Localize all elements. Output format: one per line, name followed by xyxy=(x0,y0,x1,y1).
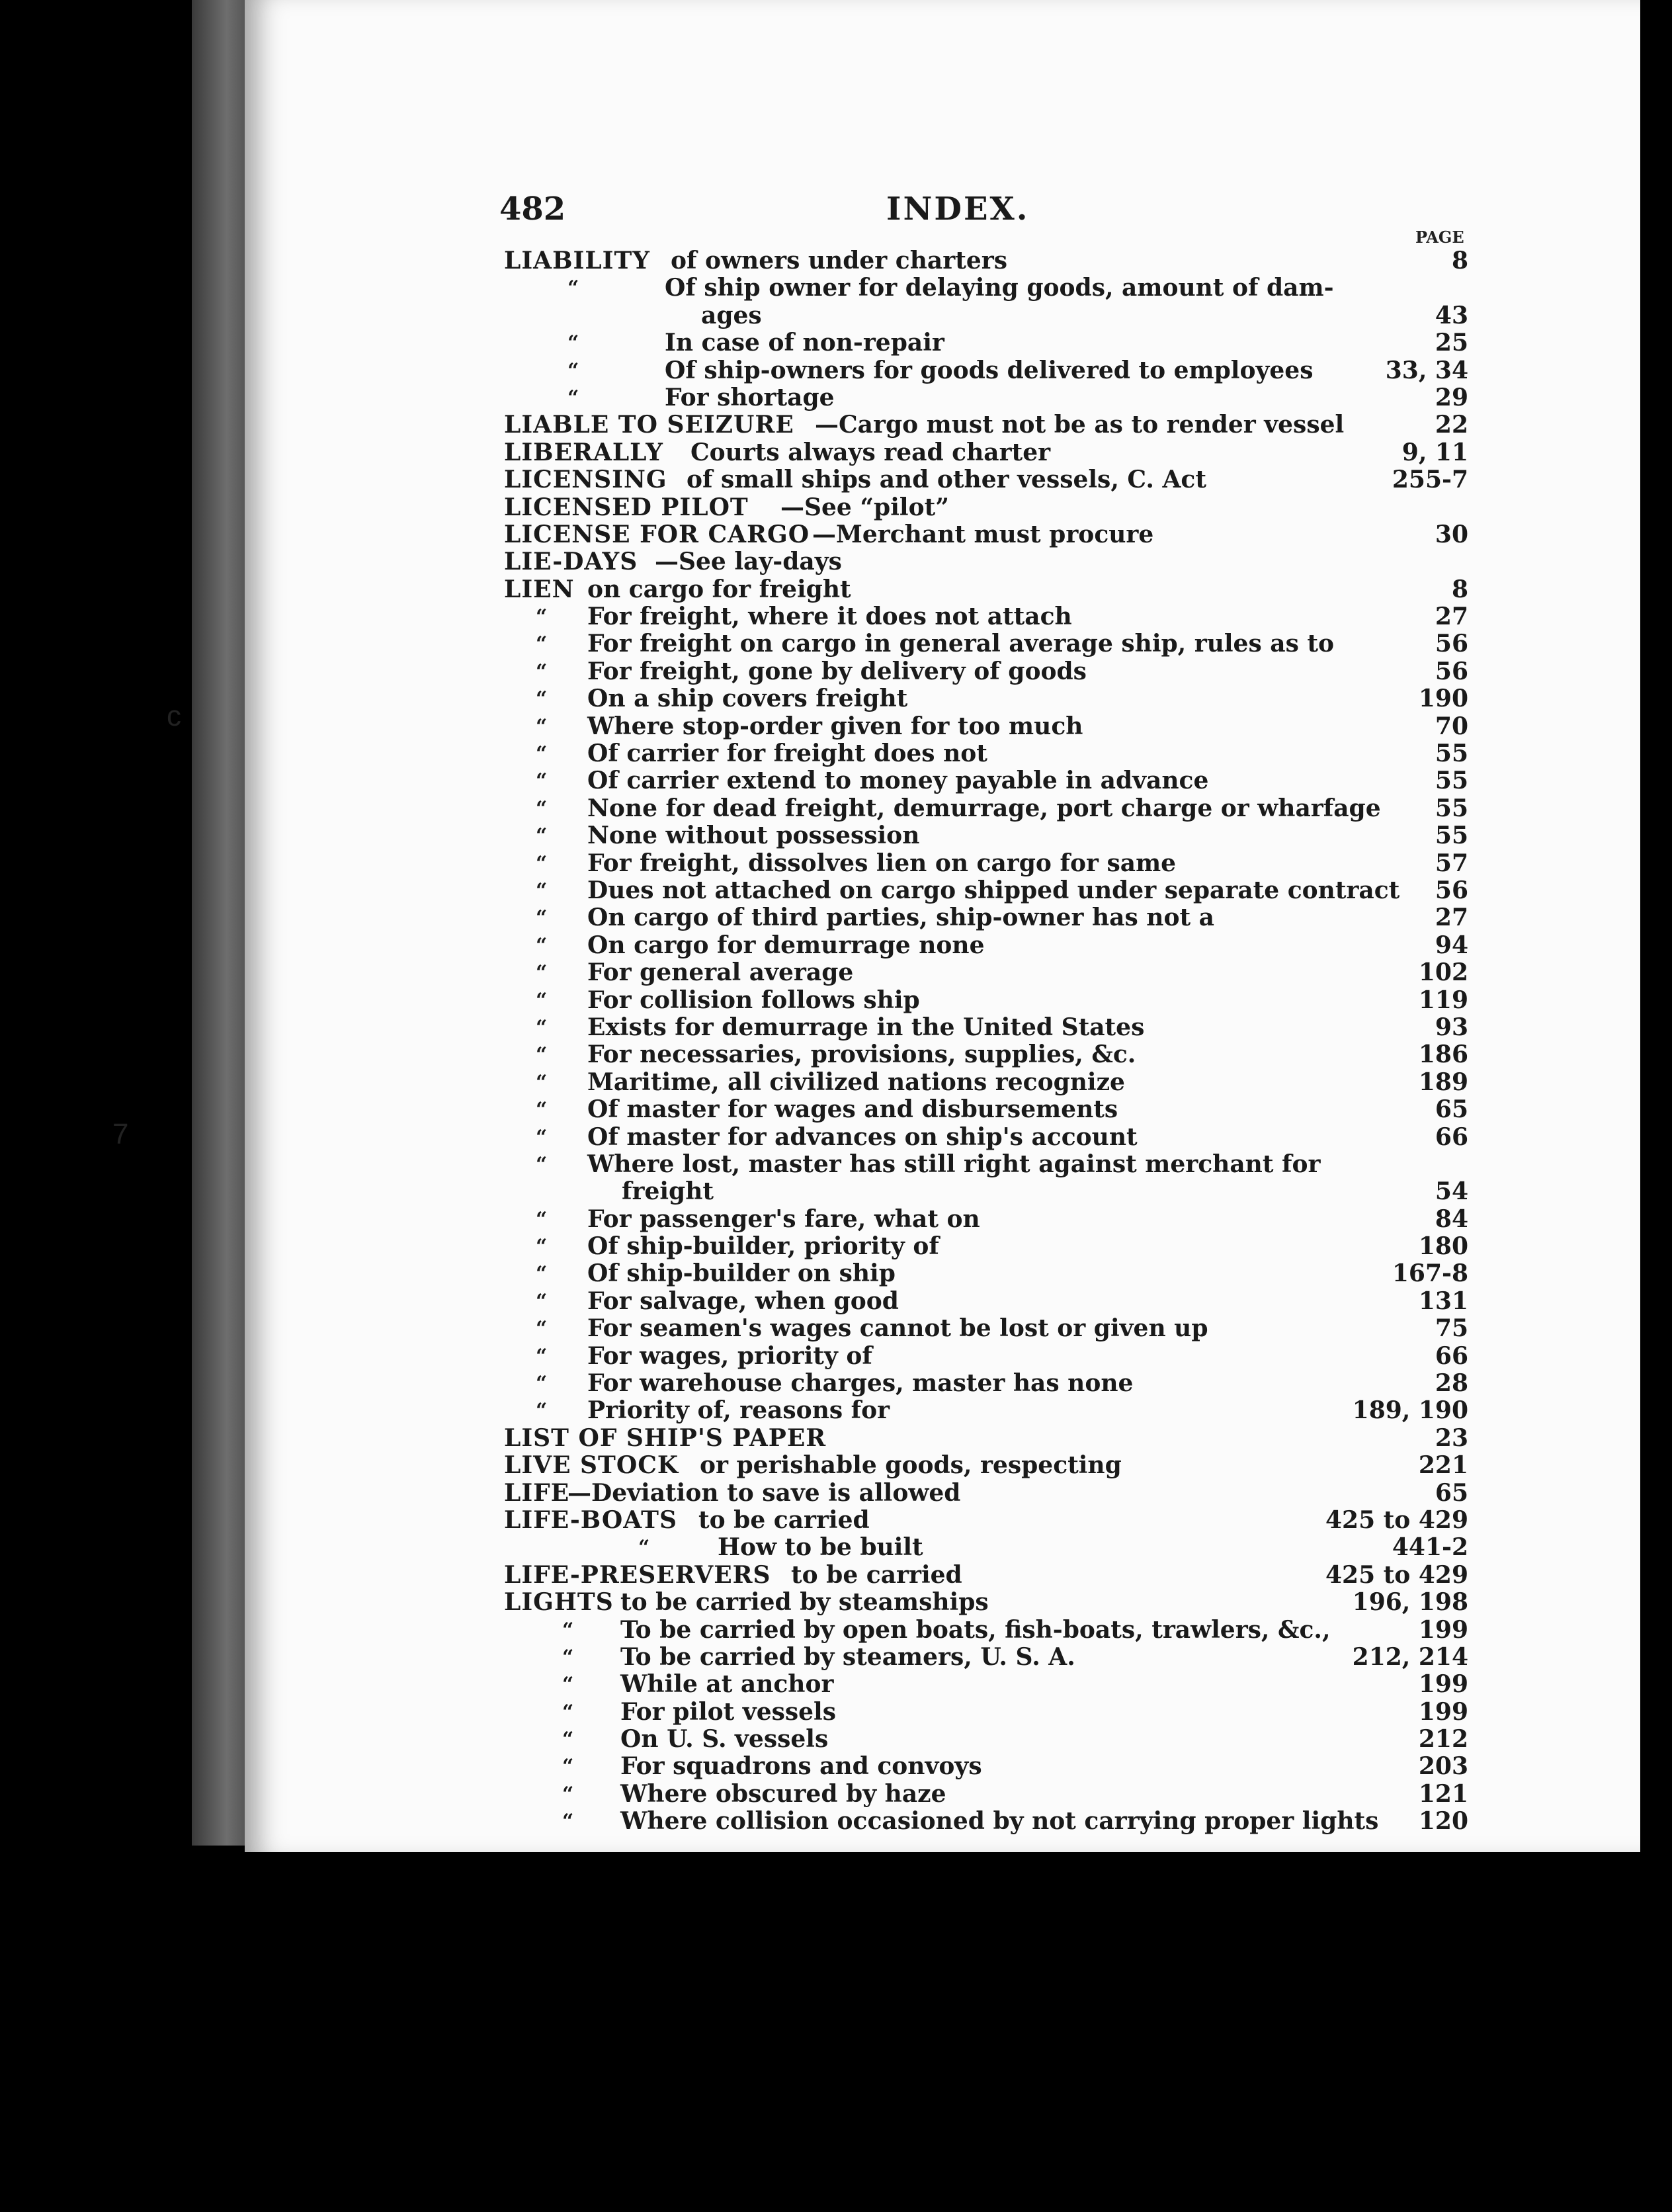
entry-text: Dues not attached on cargo shipped under separate contract xyxy=(587,876,1400,904)
entry-text: —See “pilot” xyxy=(780,493,949,521)
ditto-mark: “ xyxy=(536,796,548,820)
page-title: INDEX. xyxy=(886,191,1030,228)
entry-page-ref: 65 xyxy=(1435,1095,1468,1124)
ditto-mark: “ xyxy=(567,276,579,300)
entry-text: For wages, priority of xyxy=(587,1341,872,1370)
index-entry xyxy=(0,713,1672,740)
entry-heading: LIFE-PRESERVERS xyxy=(504,1560,771,1589)
ditto-mark: “ xyxy=(536,988,548,1012)
index-entry xyxy=(0,658,1672,685)
index-entry xyxy=(0,1178,1672,1205)
entry-page-ref: 93 xyxy=(1435,1013,1468,1041)
index-entry xyxy=(0,275,1672,302)
margin-mark: 7 xyxy=(112,1118,129,1150)
entry-page-ref: 94 xyxy=(1435,931,1468,959)
entry-text: Of master for wages and disbursements xyxy=(587,1095,1118,1124)
index-entry xyxy=(0,576,1672,603)
entry-text: While at anchor xyxy=(620,1670,834,1699)
entry-page-ref: 199 xyxy=(1418,1670,1468,1699)
entry-page-ref: 23 xyxy=(1435,1424,1468,1452)
entry-text: Of ship-owners for goods delivered to employees xyxy=(665,356,1314,384)
ditto-mark: “ xyxy=(536,1043,548,1067)
entry-page-ref: 167-8 xyxy=(1392,1259,1468,1288)
entry-text: —Merchant must procure xyxy=(812,520,1154,548)
entry-heading: LICENSE FOR CARGO xyxy=(504,520,810,548)
entry-page-ref: 189 xyxy=(1418,1068,1468,1096)
index-entry xyxy=(0,932,1672,959)
entry-text: For collision follows ship xyxy=(587,986,920,1014)
index-entry xyxy=(0,1014,1672,1041)
entry-page-ref: 180 xyxy=(1418,1232,1468,1261)
entry-text: Of ship-builder on ship xyxy=(587,1259,896,1288)
entry-text: For squadrons and convoys xyxy=(620,1752,982,1781)
entry-page-ref: 66 xyxy=(1435,1123,1468,1151)
ditto-mark: “ xyxy=(536,687,548,711)
index-entry xyxy=(0,1370,1672,1397)
ditto-mark: “ xyxy=(536,906,548,930)
index-entry xyxy=(0,1260,1672,1287)
page-number: 482 xyxy=(499,191,566,228)
ditto-mark: “ xyxy=(536,1207,548,1231)
index-entry xyxy=(0,1096,1672,1123)
entry-heading: LIFE xyxy=(504,1478,570,1507)
entry-page-ref: 255-7 xyxy=(1392,466,1468,494)
index-entry xyxy=(0,466,1672,493)
entry-text: For necessaries, provisions, supplies, &c. xyxy=(587,1041,1136,1069)
entry-page-ref: 22 xyxy=(1435,411,1468,439)
entry-page-ref: 203 xyxy=(1418,1752,1468,1781)
entry-text: freight xyxy=(622,1177,714,1206)
ditto-mark: “ xyxy=(536,851,548,875)
entry-text: or perishable goods, respecting xyxy=(700,1451,1122,1480)
entry-heading: LIE-DAYS xyxy=(504,548,638,576)
index-entry xyxy=(0,357,1672,384)
entry-page-ref: 66 xyxy=(1435,1341,1468,1370)
ditto-mark: “ xyxy=(536,769,548,793)
entry-page-ref: 84 xyxy=(1435,1205,1468,1233)
entry-page-ref: 199 xyxy=(1418,1697,1468,1726)
entry-text: Where lost, master has still right against merchant for xyxy=(587,1150,1321,1178)
entry-text: For general average xyxy=(587,958,854,987)
index-entry xyxy=(0,740,1672,767)
ditto-mark: “ xyxy=(536,605,548,629)
entry-page-ref: 43 xyxy=(1435,301,1468,329)
entry-page-ref: 189, 190 xyxy=(1352,1396,1468,1425)
entry-page-ref: 29 xyxy=(1435,383,1468,411)
entry-text: to be carried xyxy=(791,1560,962,1589)
ditto-mark: “ xyxy=(536,1317,548,1341)
index-entry xyxy=(0,1288,1672,1315)
entry-page-ref: 8 xyxy=(1451,247,1468,275)
ditto-mark: “ xyxy=(536,1344,548,1368)
index-entry xyxy=(0,1808,1672,1835)
entry-text: In case of non-repair xyxy=(665,329,944,357)
entry-page-ref: 75 xyxy=(1435,1314,1468,1343)
entry-heading: LIABILITY xyxy=(504,247,650,275)
entry-heading: LIVE STOCK xyxy=(504,1451,679,1480)
ditto-mark: “ xyxy=(536,632,548,656)
ditto-mark: “ xyxy=(536,961,548,985)
entry-heading: LICENSED PILOT xyxy=(504,493,749,521)
index-entry xyxy=(0,630,1672,658)
index-entry xyxy=(0,1124,1672,1151)
entry-page-ref: 425 to 429 xyxy=(1325,1506,1468,1534)
entry-text: Of master for advances on ship's account xyxy=(587,1123,1138,1151)
entry-text: Priority of, reasons for xyxy=(587,1396,890,1425)
entry-page-ref: 8 xyxy=(1451,575,1468,603)
index-entry xyxy=(0,1452,1672,1479)
entry-page-ref: 190 xyxy=(1418,685,1468,713)
entry-text: Of carrier for freight does not xyxy=(587,740,987,768)
entry-text: For salvage, when good xyxy=(587,1287,899,1315)
entry-page-ref: 131 xyxy=(1418,1287,1468,1315)
ditto-mark: “ xyxy=(536,1125,548,1149)
entry-text: —Cargo must not be as to render vessel xyxy=(815,411,1345,439)
index-entry xyxy=(0,795,1672,822)
entry-page-ref: 56 xyxy=(1435,876,1468,904)
entry-text: Of ship owner for delaying goods, amount of dam- xyxy=(665,274,1334,302)
entry-text: For freight, dissolves lien on cargo for same xyxy=(587,849,1177,877)
entry-page-ref: 212 xyxy=(1418,1725,1468,1754)
index-entry xyxy=(0,1753,1672,1780)
entry-page-ref: 120 xyxy=(1418,1807,1468,1836)
ditto-mark: “ xyxy=(536,742,548,766)
entry-page-ref: 121 xyxy=(1418,1779,1468,1808)
entry-heading: LIBERALLY xyxy=(504,438,663,466)
entry-text: Exists for demurrage in the United States xyxy=(587,1013,1145,1041)
ditto-mark: “ xyxy=(562,1645,574,1669)
ditto-mark: “ xyxy=(567,386,579,409)
entry-text: For freight, where it does not attach xyxy=(587,603,1072,631)
index-entry xyxy=(0,1425,1672,1452)
index-entry xyxy=(0,1781,1672,1808)
index-entry xyxy=(0,904,1672,931)
ditto-mark: “ xyxy=(638,1536,650,1560)
entry-page-ref: 27 xyxy=(1435,603,1468,631)
entry-page-ref: 196, 198 xyxy=(1352,1588,1468,1617)
entry-text: —Deviation to save is allowed xyxy=(567,1478,961,1507)
entry-text: Where obscured by haze xyxy=(620,1779,946,1808)
entry-page-ref: 28 xyxy=(1435,1369,1468,1398)
entry-heading: LIEN xyxy=(504,575,575,603)
entry-page-ref: 55 xyxy=(1435,794,1468,822)
entry-text: For warehouse charges, master has none xyxy=(587,1369,1134,1398)
index-entry xyxy=(0,1069,1672,1096)
entry-text: For freight, gone by delivery of goods xyxy=(587,657,1087,685)
entry-text: To be carried by steamers, U. S. A. xyxy=(620,1642,1075,1671)
ditto-mark: “ xyxy=(536,1015,548,1039)
ditto-mark: “ xyxy=(562,1755,574,1779)
entry-text: For passenger's fare, what on xyxy=(587,1205,980,1233)
index-entry xyxy=(0,1041,1672,1068)
ditto-mark: “ xyxy=(567,359,579,382)
entry-text: For freight on cargo in general average ship, rules as to xyxy=(587,630,1335,658)
ditto-mark: “ xyxy=(562,1700,574,1724)
entry-page-ref: 56 xyxy=(1435,630,1468,658)
entry-text: On cargo for demurrage none xyxy=(587,931,985,959)
entry-heading: LIST OF SHIP'S PAPER xyxy=(504,1424,827,1452)
index-entry xyxy=(0,987,1672,1014)
entry-text: None without possession xyxy=(587,822,920,850)
index-entry xyxy=(0,439,1672,466)
index-entries xyxy=(0,247,1672,1836)
entry-text: For pilot vessels xyxy=(620,1697,837,1726)
index-entry xyxy=(0,1644,1672,1671)
index-entry xyxy=(0,411,1672,439)
index-entry xyxy=(0,1617,1672,1644)
entry-text: For seamen's wages cannot be lost or given up xyxy=(587,1314,1208,1343)
entry-text: For shortage xyxy=(665,383,835,411)
ditto-mark: “ xyxy=(536,659,548,683)
index-entry xyxy=(0,329,1672,357)
margin-mark: c xyxy=(167,700,181,732)
entry-text: Of carrier extend to money payable in advance xyxy=(587,767,1209,795)
index-entry xyxy=(0,548,1672,575)
entry-page-ref: 54 xyxy=(1435,1177,1468,1206)
index-entry xyxy=(0,1315,1672,1342)
ditto-mark: “ xyxy=(536,1235,548,1259)
index-entry xyxy=(0,1233,1672,1260)
entry-page-ref: 56 xyxy=(1435,657,1468,685)
index-entry xyxy=(0,1507,1672,1534)
ditto-mark: “ xyxy=(536,824,548,848)
index-entry xyxy=(0,1726,1672,1753)
index-entry xyxy=(0,877,1672,904)
ditto-mark: “ xyxy=(562,1810,574,1834)
entry-page-ref: 27 xyxy=(1435,904,1468,932)
entry-text: ages xyxy=(701,301,762,329)
entry-page-ref: 212, 214 xyxy=(1352,1642,1468,1671)
page-column-header: PAGE xyxy=(1415,228,1464,247)
entry-text: None for dead freight, demurrage, port charge or wharfage xyxy=(587,794,1381,822)
ditto-mark: “ xyxy=(567,331,579,355)
index-entry xyxy=(0,521,1672,548)
entry-text: On U. S. vessels xyxy=(620,1725,829,1754)
index-entry xyxy=(0,685,1672,712)
index-entry xyxy=(0,1397,1672,1424)
ditto-mark: “ xyxy=(562,1782,574,1806)
entry-page-ref: 102 xyxy=(1418,958,1468,987)
index-entry xyxy=(0,1151,1672,1178)
entry-page-ref: 65 xyxy=(1435,1478,1468,1507)
ditto-mark: “ xyxy=(536,1262,548,1286)
index-entry xyxy=(0,1343,1672,1370)
entry-page-ref: 70 xyxy=(1435,712,1468,740)
entry-text: On a ship covers freight xyxy=(587,685,908,713)
entry-text: On cargo of third parties, ship-owner has not a xyxy=(587,904,1214,932)
entry-text: of small ships and other vessels, C. Act xyxy=(687,466,1206,494)
entry-text: to be carried by steamships xyxy=(620,1588,989,1617)
ditto-mark: “ xyxy=(536,1152,548,1176)
entry-text: Maritime, all civilized nations recognize xyxy=(587,1068,1125,1096)
index-entry xyxy=(0,1671,1672,1698)
entry-text: Of ship-builder, priority of xyxy=(587,1232,939,1261)
index-entry xyxy=(0,302,1672,329)
index-entry xyxy=(0,1534,1672,1561)
entry-page-ref: 55 xyxy=(1435,767,1468,795)
entry-page-ref: 25 xyxy=(1435,329,1468,357)
entry-page-ref: 119 xyxy=(1418,986,1468,1014)
entry-text: To be carried by open boats, fish-boats, trawlers, &c., xyxy=(620,1615,1331,1644)
index-entry xyxy=(0,1699,1672,1726)
entry-page-ref: 55 xyxy=(1435,740,1468,768)
entry-heading: LIGHTS xyxy=(504,1588,614,1617)
index-entry xyxy=(0,1206,1672,1233)
entry-text: on cargo for freight xyxy=(587,575,851,603)
index-entry xyxy=(0,247,1672,275)
ditto-mark: “ xyxy=(536,1399,548,1423)
index-entry xyxy=(0,384,1672,411)
entry-page-ref: 33, 34 xyxy=(1385,356,1468,384)
ditto-mark: “ xyxy=(562,1673,574,1697)
ditto-mark: “ xyxy=(562,1728,574,1752)
entry-page-ref: 57 xyxy=(1435,849,1468,877)
ditto-mark: “ xyxy=(536,714,548,738)
entry-text: Where stop-order given for too much xyxy=(587,712,1083,740)
index-entry xyxy=(0,1589,1672,1616)
entry-text: to be carried xyxy=(698,1506,870,1534)
ditto-mark: “ xyxy=(536,1098,548,1122)
ditto-mark: “ xyxy=(562,1618,574,1642)
entry-page-ref: 425 to 429 xyxy=(1325,1560,1468,1589)
entry-text: of owners under charters xyxy=(671,247,1007,275)
index-entry xyxy=(0,1480,1672,1507)
index-entry xyxy=(0,603,1672,630)
entry-page-ref: 441-2 xyxy=(1392,1533,1468,1562)
entry-heading: LICENSING xyxy=(504,466,667,494)
entry-page-ref: 30 xyxy=(1435,520,1468,548)
entry-heading: LIFE-BOATS xyxy=(504,1506,677,1534)
index-entry xyxy=(0,959,1672,986)
index-entry xyxy=(0,494,1672,521)
index-entry xyxy=(0,850,1672,877)
entry-page-ref: 221 xyxy=(1418,1451,1468,1480)
ditto-mark: “ xyxy=(536,933,548,957)
entry-page-ref: 186 xyxy=(1418,1041,1468,1069)
entry-text: Where collision occasioned by not carrying proper lights xyxy=(620,1807,1379,1836)
entry-page-ref: 55 xyxy=(1435,822,1468,850)
index-entry xyxy=(0,767,1672,794)
entry-page-ref: 9, 11 xyxy=(1401,438,1468,466)
ditto-mark: “ xyxy=(536,1070,548,1094)
entry-text: —See lay-days xyxy=(655,548,842,576)
index-entry xyxy=(0,1562,1672,1589)
ditto-mark: “ xyxy=(536,1372,548,1396)
entry-text: Courts always read charter xyxy=(690,438,1051,466)
entry-heading: LIABLE TO SEIZURE xyxy=(504,411,794,439)
index-entry xyxy=(0,822,1672,849)
entry-page-ref: 199 xyxy=(1418,1615,1468,1644)
entry-text: How to be built xyxy=(718,1533,923,1562)
ditto-mark: “ xyxy=(536,1289,548,1313)
ditto-mark: “ xyxy=(536,878,548,902)
